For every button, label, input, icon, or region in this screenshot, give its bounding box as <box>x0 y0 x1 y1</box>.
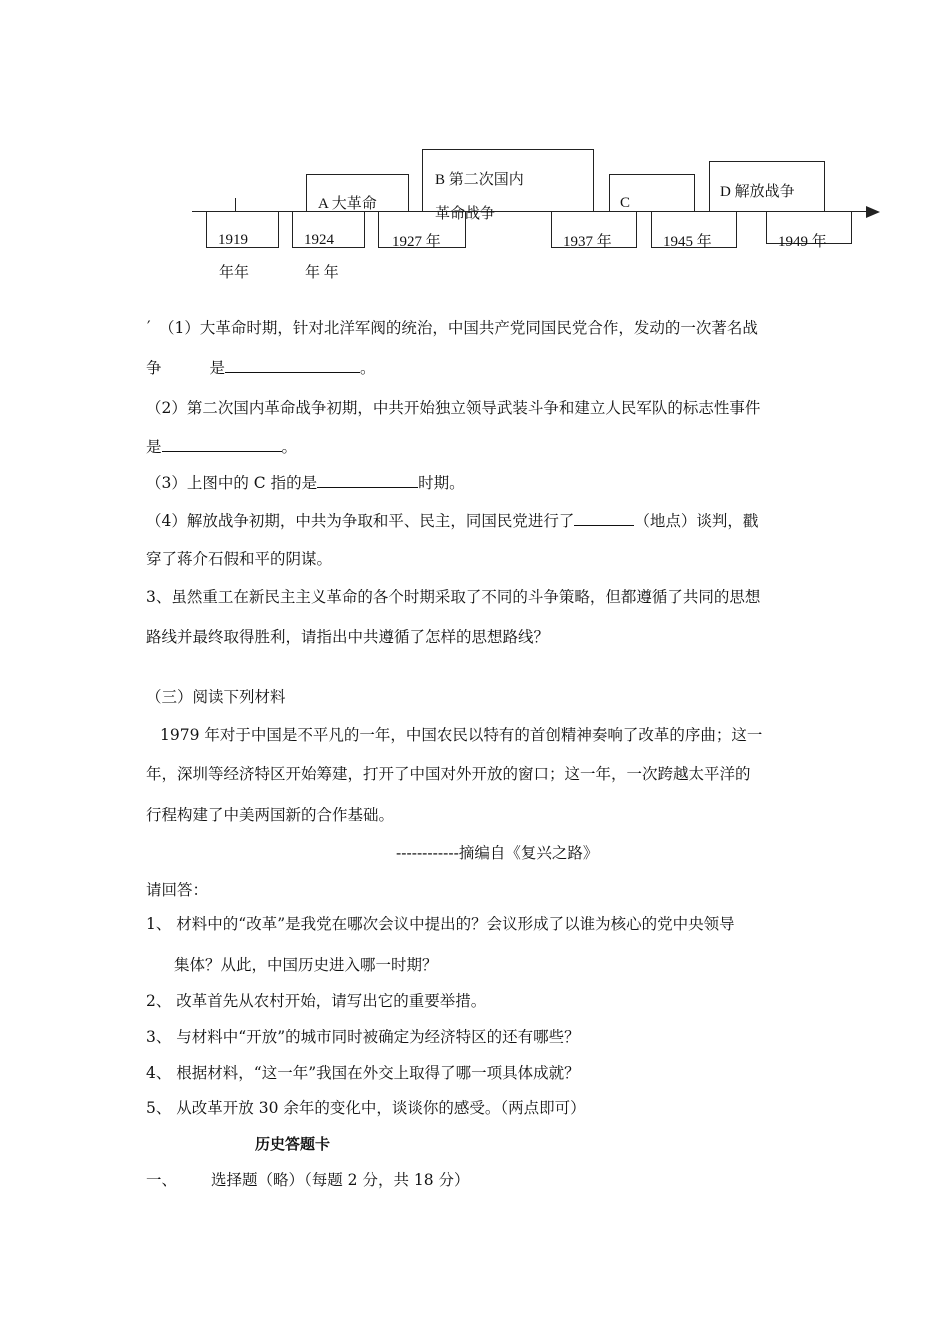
period-label-a: A 大革命 <box>318 196 377 212</box>
date-1924: 1924 <box>304 232 334 248</box>
date-1949: 1949 年 <box>778 234 827 250</box>
date-1927: 1927 年 <box>392 234 441 250</box>
answer-card-section1-text: 选择题（略）（每题 2 分，共 18 分） <box>211 1171 470 1189</box>
material-line2: 年，深圳等经济特区开始筹建，打开了中国对外开放的窗口；这一年，一次跨越太平洋的 <box>146 765 751 783</box>
q2-p1-text-c: 。 <box>360 359 376 377</box>
material-line1: 1979 年对于中国是不平凡的一年，中国农民以特有的首创精神奏响了改革的序曲；这一 <box>160 726 763 744</box>
material-source: ------------摘编自《复兴之路》 <box>396 844 599 862</box>
q2-p3-text-a: （3）上图中的 C 指的是 <box>146 474 318 492</box>
part3-q1-line1: 1、 材料中的“改革”是我党在哪次会议中提出的？会议形成了以谁为核心的党中央领导 <box>146 915 735 933</box>
period-label-c: C <box>620 195 631 211</box>
date-1919: 1919 <box>218 232 248 248</box>
answer-prompt: 请回答： <box>146 881 209 899</box>
q2-p2-line1: （2）第二次国内革命战争初期，中共开始独立领导武装斗争和建立人民军队的标志性事件 <box>146 399 761 417</box>
q2-p1-text-b: 是 <box>209 359 226 377</box>
answer-blank[interactable] <box>317 473 418 488</box>
q2-p2-text-b: 。 <box>281 438 298 456</box>
answer-card-title: 历史答题卡 <box>255 1135 331 1153</box>
q2-p3-text-b: 时期。 <box>418 474 465 492</box>
part3-q5: 5、 从改革开放 30 余年的变化中，谈谈你的感受。（两点即可） <box>146 1099 586 1117</box>
answer-card-section1-number: 一、 <box>146 1171 178 1189</box>
answer-blank[interactable] <box>225 358 360 373</box>
period-label-b-2: 革命战争 <box>435 206 496 222</box>
timeline-tick <box>235 198 236 211</box>
part3-q3: 3、 与材料中“开放”的城市同时被确定为经济特区的还有哪些？ <box>146 1028 580 1046</box>
q2-p4-text-b: （地点）谈判，戳 <box>634 512 759 530</box>
q2-p4-line1 <box>146 511 758 531</box>
year-suffix-2: 年 年 <box>305 265 339 281</box>
answer-blank[interactable] <box>574 511 634 526</box>
date-1945: 1945 年 <box>663 234 712 250</box>
q3-line1: 3、虽然重工在新民主主义革命的各个时期采取了不同的斗争策略，但都遵循了共同的思想 <box>146 588 761 606</box>
date-1937: 1937 年 <box>563 234 612 250</box>
part3-q2: 2、 改革首先从农村开始，请写出它的重要举措。 <box>146 992 487 1010</box>
q2-p1-line2 <box>146 358 376 378</box>
arrow-right-icon <box>866 204 882 220</box>
answer-blank[interactable] <box>162 437 282 452</box>
material-line3: 行程构建了中美两国新的合作基础。 <box>146 806 395 824</box>
stray-mark: ′ <box>147 318 151 336</box>
q2-p4-text-a: （4）解放战争初期，中共为争取和平、民主，同国民党进行了 <box>146 512 575 530</box>
q2-p1-text-a: 争 <box>146 359 162 377</box>
q2-p1-line1: （1）大革命时期，针对北洋军阀的统治，中国共产党同国民党合作，发动的一次著名战 <box>159 319 758 337</box>
period-label-b: B 第二次国内 <box>435 172 524 188</box>
q2-p2-text-a: 是 <box>146 438 162 456</box>
part3-q4: 4、 根据材料，“这一年”我国在外交上取得了哪一项具体成就？ <box>146 1064 580 1082</box>
q2-p3 <box>146 473 465 493</box>
q2-p4-line2: 穿了蒋介石假和平的阴谋。 <box>146 550 333 568</box>
q3-line2: 路线并最终取得胜利，请指出中共遵循了怎样的思想路线？ <box>146 628 550 646</box>
q2-p2-line2 <box>146 437 297 457</box>
part3-heading: （三）阅读下列材料 <box>146 688 286 706</box>
period-label-d: D 解放战争 <box>720 184 795 200</box>
part3-q1-line2: 集体？从此，中国历史进入哪一时期？ <box>174 956 438 974</box>
year-suffix-1: 年年 <box>219 265 250 281</box>
